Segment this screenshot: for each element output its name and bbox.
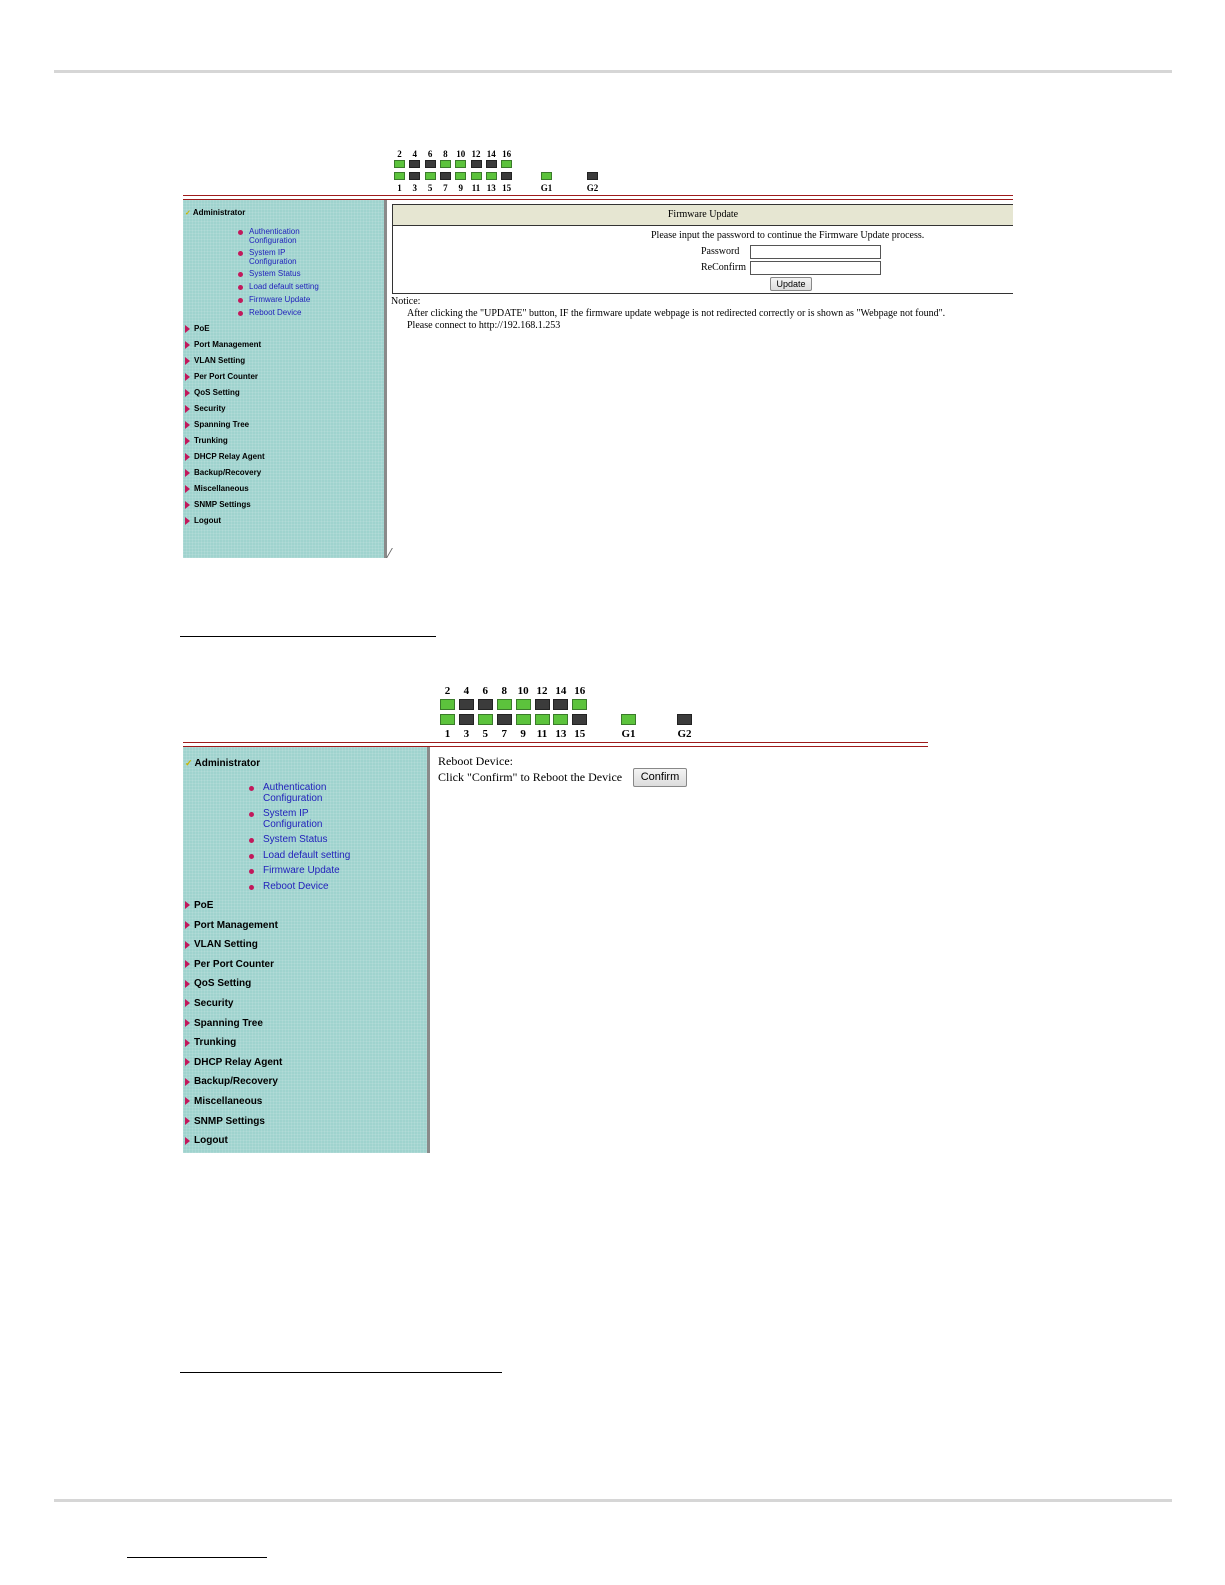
caret-right-icon — [185, 999, 190, 1007]
port-number-label: 10 — [456, 149, 466, 159]
caret-right-icon — [185, 1137, 190, 1145]
caret-right-icon — [185, 1117, 190, 1125]
sidebar-menu-label: QoS Setting — [194, 388, 240, 397]
sidebar-item-label: Administrator — [194, 758, 261, 769]
sidebar-menu-item[interactable] — [185, 1135, 228, 1146]
port-number-label: G1 — [540, 183, 553, 193]
sidebar-menu-label: Logout — [194, 516, 222, 525]
sidebar-menu — [183, 747, 427, 1153]
sidebar-menu-label: Logout — [194, 1135, 228, 1147]
port-led — [516, 714, 531, 725]
submenu-link[interactable]: Firmware Update — [263, 865, 340, 876]
reboot-heading: Reboot Device: — [438, 754, 513, 768]
port-led — [516, 699, 531, 710]
port-led — [553, 714, 568, 725]
submenu-link[interactable]: Authentication Configuration — [263, 782, 327, 804]
sidebar-menu-label: Spanning Tree — [194, 1017, 263, 1029]
sidebar-menu-item[interactable] — [185, 1057, 282, 1068]
port-number-label: G2 — [677, 728, 692, 740]
port-number-label: 2 — [444, 685, 451, 697]
notice-line: After clicking the "UPDATE" button, IF the firmware update webpage is not redirected correctly or is shown as "Webpage not found". — [407, 308, 946, 319]
caret-right-icon — [185, 1019, 190, 1027]
sidebar-menu-label: VLAN Setting — [194, 356, 246, 365]
sidebar-menu-item[interactable] — [185, 920, 278, 931]
port-number-label: 14 — [486, 149, 496, 159]
port-number-label: 13 — [555, 728, 567, 740]
port-number-label: 6 — [482, 685, 489, 697]
port-number-label: 12 — [471, 149, 481, 159]
submenu-link[interactable]: Firmware Update — [249, 295, 311, 304]
sidebar-menu-label: SNMP Settings — [194, 500, 251, 509]
port-led — [459, 699, 474, 710]
sidebar-menu-label: SNMP Settings — [194, 1115, 265, 1127]
port-number-label: 3 — [412, 183, 418, 193]
sidebar-divider — [427, 747, 430, 1153]
bullet-icon — [249, 869, 254, 874]
sidebar-menu-label: DHCP Relay Agent — [194, 1056, 283, 1068]
bullet-icon — [249, 838, 254, 843]
submenu-link[interactable]: Authentication Configuration — [249, 227, 300, 245]
sidebar-menu-label: Port Management — [194, 919, 278, 931]
submenu-link[interactable]: Reboot Device — [249, 308, 302, 317]
port-number-label: 2 — [397, 149, 402, 159]
bullet-icon — [249, 812, 254, 817]
port-number-label: 9 — [520, 728, 526, 740]
footer-link-underline — [127, 1557, 267, 1558]
sidebar-menu-item[interactable] — [185, 1018, 263, 1029]
port-number-label: 13 — [486, 183, 496, 193]
port-led — [440, 714, 455, 725]
caret-right-icon — [185, 1078, 190, 1086]
port-number-label: 14 — [555, 685, 567, 697]
bullet-icon — [249, 854, 254, 859]
confirm-button[interactable]: Confirm — [633, 768, 687, 787]
port-led — [535, 714, 550, 725]
port-number-label: 7 — [443, 183, 448, 193]
sidebar-menu-label: Trunking — [194, 1037, 237, 1049]
sidebar-item-administrator[interactable] — [185, 758, 260, 769]
submenu-link[interactable]: Load default setting — [263, 849, 351, 861]
sidebar-menu-item[interactable] — [185, 1116, 265, 1127]
port-led — [440, 699, 455, 710]
submenu-link[interactable]: System Status — [249, 269, 301, 278]
port-number-label: 8 — [501, 685, 507, 697]
port-led — [572, 714, 587, 725]
submenu-link[interactable]: System IP Configuration — [263, 808, 323, 830]
caret-right-icon — [185, 921, 190, 929]
caret-right-icon — [185, 1039, 190, 1047]
check-icon: ✓ — [185, 758, 193, 768]
sidebar-menu-label: Backup/Recovery — [194, 1076, 278, 1088]
sidebar-menu-item[interactable] — [185, 1076, 278, 1087]
port-number-label: 11 — [471, 183, 481, 193]
caret-right-icon — [185, 1058, 190, 1066]
caret-right-icon — [185, 941, 190, 949]
port-number-label: 1 — [444, 728, 451, 740]
sidebar-menu-label: Spanning Tree — [194, 420, 250, 429]
port-number-label: 9 — [458, 183, 463, 193]
bullet-icon — [249, 885, 254, 890]
sidebar-menu-label: Port Management — [194, 340, 262, 349]
port-led — [677, 714, 692, 725]
port-number-label: 11 — [536, 728, 548, 740]
port-number-label: 10 — [517, 685, 529, 697]
port-number-label: 16 — [574, 685, 586, 697]
port-number-label: 5 — [482, 728, 489, 740]
port-led — [535, 699, 550, 710]
reboot-instruction: Click "Confirm" to Reboot the Device — [438, 770, 623, 784]
sidebar-menu-item[interactable] — [185, 998, 233, 1009]
sidebar-menu-label: Miscellaneous — [194, 484, 249, 493]
caption-underline-2 — [180, 1372, 502, 1373]
header-rule — [183, 742, 928, 743]
sidebar-menu-label: Per Port Counter — [194, 372, 259, 381]
submenu-link[interactable]: System IP Configuration — [249, 248, 297, 266]
sidebar-menu-label: QoS Setting — [194, 978, 252, 990]
sidebar-menu-label: Per Port Counter — [194, 958, 275, 970]
port-led — [553, 699, 568, 710]
sidebar-menu-item[interactable] — [185, 939, 258, 950]
sidebar-menu-item[interactable] — [185, 1096, 262, 1107]
caret-right-icon — [185, 980, 190, 988]
sidebar-menu-label: PoE — [194, 900, 214, 911]
port-number-label: 5 — [427, 183, 433, 193]
port-number-label: G2 — [586, 183, 599, 193]
sidebar-menu-label: Backup/Recovery — [194, 468, 262, 477]
port-led — [497, 699, 512, 710]
port-number-label: 7 — [501, 728, 507, 740]
sidebar-menu-item[interactable] — [185, 959, 274, 970]
port-number-label: 1 — [397, 183, 402, 193]
submenu-link[interactable]: Load default setting — [249, 282, 319, 291]
port-number-label: 15 — [502, 183, 512, 193]
sidebar-menu-label: Miscellaneous — [194, 1096, 263, 1107]
port-number-label: 4 — [463, 685, 470, 697]
notice-heading: Notice: — [391, 296, 421, 307]
sidebar-menu-label: Trunking — [194, 436, 228, 445]
port-number-label: 12 — [536, 685, 548, 697]
port-led — [497, 714, 512, 725]
port-number-label: 8 — [443, 149, 448, 159]
sidebar-menu-item[interactable] — [185, 900, 213, 911]
submenu-link[interactable]: System Status — [263, 834, 328, 845]
sidebar-menu-label: Security — [194, 998, 234, 1009]
submenu-link[interactable]: Reboot Device — [263, 880, 329, 892]
port-led — [459, 714, 474, 725]
port-led — [478, 714, 493, 725]
sidebar-menu-label: VLAN Setting — [194, 939, 258, 951]
caret-right-icon — [185, 1097, 190, 1105]
port-number-label: 16 — [502, 149, 512, 159]
caret-right-icon — [185, 960, 190, 968]
page-bottom-rule — [54, 1499, 1172, 1502]
sidebar-item-label: Administrator — [192, 208, 246, 217]
port-number-label: G1 — [621, 728, 636, 740]
port-number-label: 6 — [427, 149, 433, 159]
port-number-label: 3 — [463, 728, 470, 740]
port-number-label: 15 — [574, 728, 586, 740]
check-icon: ✓ — [185, 210, 191, 217]
port-led — [621, 714, 636, 725]
sidebar-menu-label: DHCP Relay Agent — [194, 452, 265, 461]
sidebar-menu-label: Security — [194, 404, 226, 413]
firmware-update-title: Firmware Update — [393, 205, 1013, 226]
notice-line: Please connect to http://192.168.1.253 — [407, 320, 561, 331]
sidebar-menu-label: PoE — [194, 324, 210, 333]
firmware-instruction: Please input the password to continue the Firmware Update process. — [651, 230, 925, 241]
port-led — [572, 699, 587, 710]
update-button[interactable]: Update — [770, 277, 812, 291]
sidebar-menu-item[interactable] — [185, 1037, 236, 1048]
reconfirm-label: ReConfirm — [701, 262, 746, 273]
caret-right-icon — [185, 901, 190, 909]
bullet-icon — [249, 786, 254, 791]
sidebar-menu-item[interactable] — [185, 978, 251, 989]
port-led — [478, 699, 493, 710]
port-number-label: 4 — [412, 149, 418, 159]
password-label: Password — [701, 246, 740, 257]
